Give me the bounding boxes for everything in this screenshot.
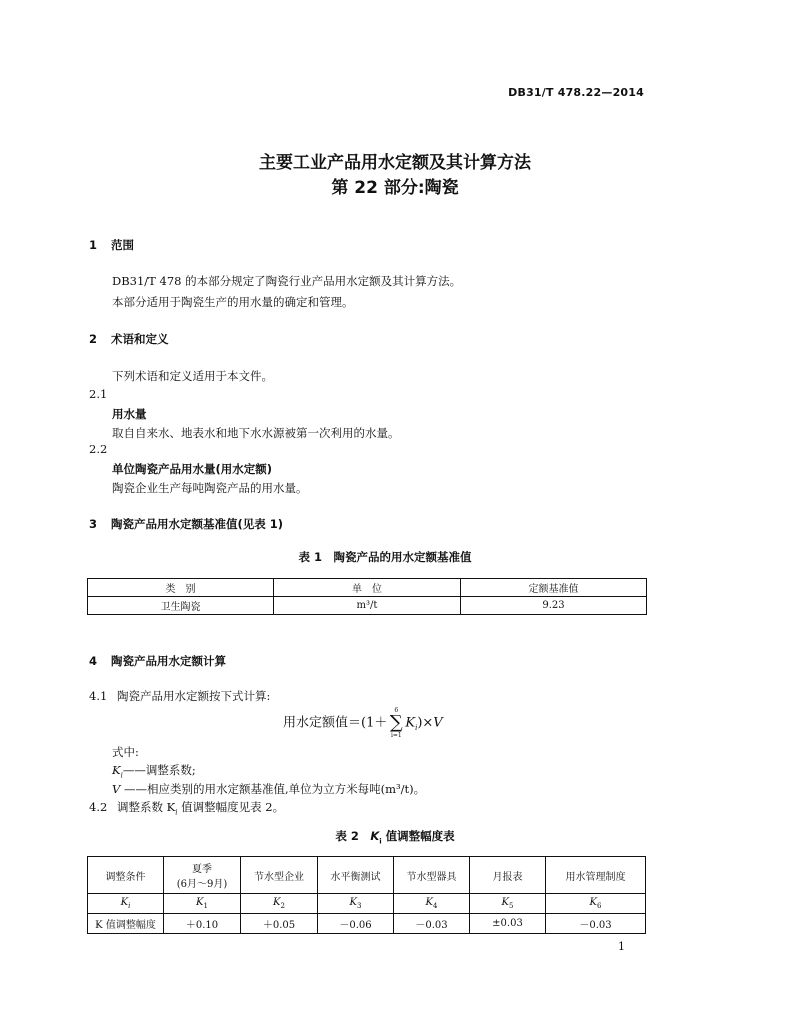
clause-4-2: 4.2 调整系数 $K_i$ 值调整幅度见表 2。 [89,800,285,817]
section-3-heading: 3 陶瓷产品用水定额基准值(见表 1) [89,517,284,531]
symbol-ki-definition: $K_i——$调整系数; [112,763,196,780]
table-header-cell: 节水型企业 [241,857,318,894]
table-cell: －0.03 [394,914,470,934]
section-2-intro: 下列术语和定义适用于本文件。 [112,369,273,383]
section-4-heading: 4 陶瓷产品用水定额计算 [89,654,226,668]
term-2-2-name: 单位陶瓷产品用水量(用水定额) [112,462,273,476]
table-cell: $K_1$ [164,894,241,914]
section-2-heading: 2 术语和定义 [89,332,169,346]
table-header-cell: 夏季 (6月～9月) [164,857,241,894]
table-2-caption: 表 2 $K_i$ 值调整幅度表 [335,829,455,846]
table-cell: ±0.03 [470,914,546,934]
term-2-1-number: 2.1 [89,387,108,401]
term-2-1-name: 用水量 [112,407,147,421]
table-row [88,579,647,597]
table-cell: ＋0.10 [164,914,241,934]
table-cell: $K_i$ [88,894,164,914]
table-row [88,914,646,934]
table-header-cell: 调整条件 [88,857,164,894]
term-2-2-number: 2.2 [89,442,108,456]
table-cell: K 值调整幅度 [88,914,164,934]
table-header-cell: 月报表 [470,857,546,894]
table-cell: $K_3$ [318,894,394,914]
title-line1: 主要工业产品用水定额及其计算方法 [259,153,531,173]
table-1 [87,578,647,615]
table-header-cell: 用水管理制度 [546,857,646,894]
table-cell: $K_6$ [546,894,646,914]
section-1-heading: 1 范围 [89,238,134,252]
table-cell: ＋0.05 [241,914,318,934]
table-header-cell: 水平衡测试 [318,857,394,894]
where-label: 式中: [112,745,139,759]
formula: 用水定额值＝(1＋ 6 ∑ i=1 $K_i)\times V$ [283,707,443,739]
section-1-para1: DB31/T 478 的本部分规定了陶瓷行业产品用水定额及其计算方法。 [112,274,462,288]
table-header-cell: 类 别 [88,579,274,597]
table-cell: －0.03 [546,914,646,934]
table-cell: $K_2$ [241,894,318,914]
clause-4-1: 4.1 陶瓷产品用水定额按下式计算: [89,689,271,703]
table-cell: $K_5$ [470,894,546,914]
symbol-v-definition: V ——相应类别的用水定额基准值,单位为立方米每吨(m³/t)。 [112,782,426,796]
table-header-cell: 定额基准值 [461,579,647,597]
section-1-para2: 本部分适用于陶瓷生产的用水量的确定和管理。 [112,295,354,309]
summation-symbol: 6 ∑ i=1 [389,707,403,739]
table-cell: 卫生陶瓷 [88,597,274,615]
title-line2: 第 22 部分:陶瓷 [331,178,459,198]
table-cell: m³/t [274,597,461,615]
page-number: 1 [618,940,625,953]
table-cell: $K_4$ [394,894,470,914]
table-row [88,894,646,914]
term-2-2-definition: 陶瓷企业生产每吨陶瓷产品的用水量。 [112,481,308,495]
table-header-cell: 节水型器具 [394,857,470,894]
document-number: DB31/T 478.22—2014 [508,86,644,99]
table-2 [87,856,646,934]
table-row [88,597,647,615]
table-1-caption: 表 1 陶瓷产品的用水定额基准值 [298,550,472,564]
table-row [88,857,646,894]
table-cell: 9.23 [461,597,647,615]
table-header-cell: 单 位 [274,579,461,597]
term-2-1-definition: 取自自来水、地表水和地下水水源被第一次利用的水量。 [112,426,400,440]
table-cell: －0.06 [318,914,394,934]
